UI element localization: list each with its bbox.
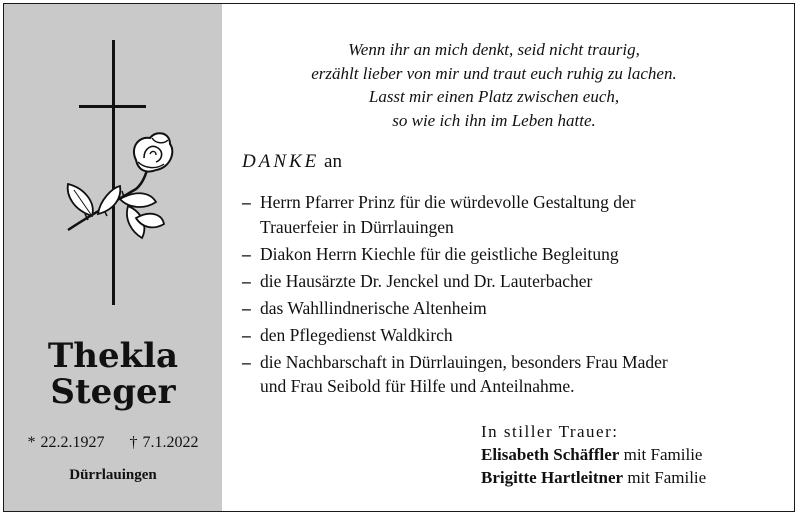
list-item-line: Diakon Herrn Kiechle für die geistliche Begleitung <box>260 243 619 264</box>
mourners-signoff <box>481 420 706 489</box>
birth-date: * 22.2.1927 <box>27 434 105 451</box>
signer-suffix: mit Familie <box>623 468 707 487</box>
list-dash: – <box>242 270 251 291</box>
list-dash: – <box>242 243 251 264</box>
verse-line: erzählt lieber von mir und traut euch ruhig zu lachen. <box>311 63 677 83</box>
thanks-heading <box>242 151 342 173</box>
list-item <box>242 269 787 294</box>
signer-name: Brigitte Hartleitner <box>481 468 624 487</box>
verse-line: Wenn ihr an mich denkt, seid nicht traurig, <box>348 40 640 59</box>
signer-name: Elisabeth Schäffler <box>481 445 620 464</box>
list-dash: – <box>242 324 251 345</box>
life-dates <box>4 434 222 452</box>
cross-with-rose-icon <box>52 34 182 309</box>
verse-line: Lasst mir einen Platz zwischen euch, <box>368 87 620 106</box>
signer <box>481 466 706 489</box>
death-date: † 7.1.2022 <box>129 434 199 451</box>
list-item <box>242 296 787 321</box>
memorial-verse <box>229 38 759 132</box>
list-item-line: das Wahllindnerische Altenheim <box>260 297 487 318</box>
list-item-line: Herrn Pfarrer Prinz für die würdevolle Gestaltung der <box>260 192 636 212</box>
list-item-line: Trauerfeier in Dürrlauingen <box>260 216 454 237</box>
deceased-last-name: Steger <box>50 372 176 412</box>
signer <box>481 443 706 466</box>
list-dash: – <box>242 297 251 318</box>
list-dash: – <box>242 351 251 372</box>
deceased-first-name: Thekla <box>47 336 179 376</box>
list-dash: – <box>242 192 251 212</box>
list-item-line: die Nachbarschaft in Dürrlauingen, besonders Frau Mader <box>260 351 668 372</box>
list-item-line: und Frau Seibold für Hilfe und Anteilnahme. <box>260 376 575 396</box>
list-item-line: den Pflegedienst Waldkirch <box>260 324 453 345</box>
signer-suffix: mit Familie <box>619 445 703 464</box>
thanks-suffix: an <box>324 151 342 172</box>
obituary-notice <box>3 3 795 512</box>
list-item <box>242 190 787 239</box>
list-item <box>242 323 787 348</box>
list-item-line: die Hausärzte Dr. Jenckel und Dr. Lauterbacher <box>260 270 593 291</box>
hometown: Dürrlauingen <box>69 467 157 483</box>
thanks-word: DANKE <box>242 151 320 172</box>
list-item <box>242 242 787 267</box>
verse-line: so wie ich ihn im Leben hatte. <box>392 110 596 130</box>
memorial-sidebar <box>4 4 222 511</box>
thanks-list <box>242 190 787 401</box>
signoff-intro: In stiller Trauer: <box>481 422 619 441</box>
list-item <box>242 350 787 399</box>
